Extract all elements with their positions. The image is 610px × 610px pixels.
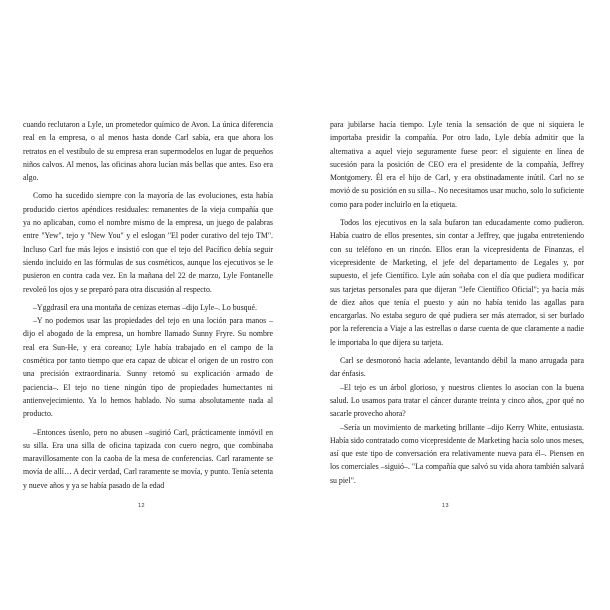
paragraph: –Y no podemos usar las propiedades del tejo en una loción para manos –dijo el abogado de la empresa, un hombre llamado Sunny Fryre. Su nombre real era Sun-He, y era coreano; Lyle había trabajado en el campo de la cosmética por tanto tiempo que era capaz de ubicar el origen de un rostro con una precisión extraordinaria. Sunny retomó su explicación armado de paciencia–. El tejo no tiene ningún tipo de propiedades humectantes ni antienvejecimiento. Ya lo hemos hablado. No suma absolutamente nada al producto.	[23, 316, 273, 419]
paragraph: Carl se desmoronó hacia adelante, levantando débil la mano arrugada para dar énfasis.	[330, 356, 584, 379]
left-page-text	[23, 118, 273, 492]
right-page	[330, 118, 584, 538]
paragraph: Como ha sucedido siempre con la mayoría de las evoluciones, esta había producido ciertos apéndices residuales: remanentes de la vieja compañía que ya no aplicaban, como el nombre mismo de la empresa, un juego de palabras entre "Yew", tejo y "New You" y el eslogan "El poder curativo del tejo TM". Incluso Carl fue más lejos e insistió con que el tejo del Pacífico debía seguir siendo incluido en las fórmulas de sus cosméticos, aunque los ejecutivos se le pusieron en contra cada vez. En la mañana del 22 de marzo, Lyle Fontanelle revoleó los ojos y se preparó para otra discusión al respecto.	[23, 191, 273, 294]
page-number-left: 12	[138, 503, 146, 509]
paragraph: para jubilarse hacía tiempo. Lyle tenía la sensación de que ni siquiera le importaba presidir la compañía. Por otro lado, Lyle debía admitir que la alternativa a aquel viejo seguramente fuese peor: el siguiente en línea de sucesión para la posición de CEO era el presidente de la compañía, Jeffrey Montgomery. Él era el hijo de Carl, y era obstinadamente inútil. Carl no se movió de su posición en su silla–. No necesitamos usar mucho, solo lo suficiente como para poder incluirlo en la etiqueta.	[330, 120, 584, 209]
paragraph: Todos los ejecutivos en la sala bufaron tan educadamente como pudieron. Había cuatro de ellos presentes, sin contar a Jeffrey, que jugaba entreteniendo con su teléfono en un rincón. Ellos eran la vicepresidenta de Finanzas, el vicepresidente de Marketing, el jefe del departamento de Legales y, por supuesto, el jefe Científico. Lyle aún soñaba con el día que pudiera modificar sus tarjetas personales para que dijeran "Jefe Científico Oficial"; ya hacía más de diez años que tenía el puesto y aún no había tenido las agallas para encargarlas. No estaba seguro de qué pudiera ser más aterrador, si ser burlado por la referencia a Viaje a las estrellas o darse cuenta de que claramente a nadie le importaba lo que dijera su tarjeta.	[330, 218, 584, 347]
paragraph: –El tejo es un árbol glorioso, y nuestros clientes lo asocian con la buena salud. Lo usamos para tratar el cáncer durante treinta y cinco años, ¿por qué no sacarle provecho ahora?	[330, 382, 584, 419]
paragraph: –Entonces úsenlo, pero no abusen –sugirió Carl, prácticamente inmóvil en su silla. Era una silla de oficina tapizada con cuero negro, que combinaba maravillosamente con la caoba de la mesa de conferencias. Carl raramente se movía de allí… A decir verdad, Carl raramente se movía, y punto. Tenía setenta y nueve años y ya se había pasado de la edad	[23, 427, 273, 490]
left-page	[23, 118, 273, 538]
paragraph: –Sería un movimiento de marketing brillante –dijo Kerry White, entusiasta. Había sido contratado como vicepresidente de Marketing hacía solo unos meses, así que este tipo de conversación era relativamente nueva para él–. Piensen en los comerciales –siguió–. "La compañía que salvó su vida ahora también salvará su piel".	[330, 422, 584, 485]
right-page-text	[330, 118, 584, 487]
paragraph: –Yggdrasil era una montaña de cenizas eternas –dijo Lyle–. Lo busqué.	[33, 302, 257, 312]
paragraph: cuando reclutaron a Lyle, un prometedor químico de Avon. La única diferencia real en la empresa, o al menos hasta donde Carl sabía, era que ahora los retratos en el vestíbulo de su empresa eran supermodelos en lugar de pequeños niños calvos. Al menos, las oficinas ahora lucían más bellas que antes. Eso era algo.	[23, 120, 273, 183]
page-number-right: 13	[442, 503, 450, 509]
